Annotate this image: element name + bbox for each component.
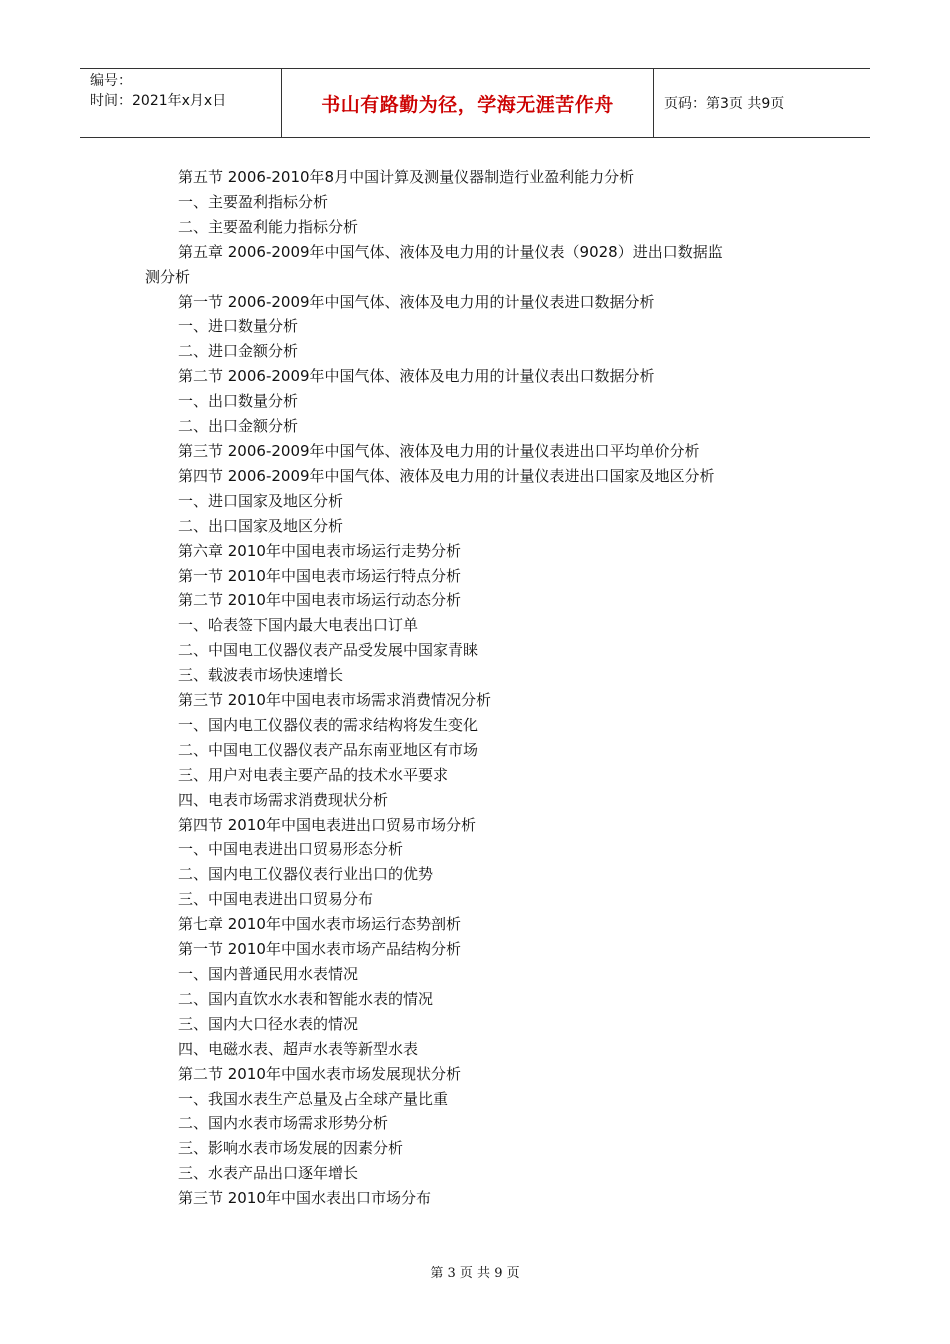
header-meta: [80, 69, 282, 137]
header-motto: 书山有路勤为径，学海无涯苦作舟: [282, 69, 654, 137]
toc-line: 一、主要盈利指标分析: [178, 192, 329, 211]
toc-line: 第三节 2010年中国电表市场需求消费情况分析: [178, 691, 491, 710]
toc-line: 二、出口金额分析: [178, 417, 299, 436]
toc-line: 二、国内水表市场需求形势分析: [178, 1114, 389, 1133]
toc-line: 第三节 2006-2009年中国气体、液体及电力用的计量仪表进出口平均单价分析: [178, 441, 700, 460]
toc-line: 第一节 2010年中国水表市场产品结构分析: [178, 940, 461, 959]
number-label: 编号：: [90, 73, 132, 89]
toc-content: [145, 165, 825, 1211]
time-label: 时间：2021年x月x日: [90, 93, 227, 109]
toc-line: 第七章 2010年中国水表市场运行态势剖析: [178, 915, 461, 934]
toc-line: 第六章 2010年中国电表市场运行走势分析: [178, 541, 461, 560]
toc-line: 四、电磁水表、超声水表等新型水表: [178, 1039, 419, 1058]
toc-line: 第二节 2010年中国水表市场发展现状分析: [178, 1064, 461, 1083]
toc-line: 二、国内直饮水水表和智能水表的情况: [178, 989, 434, 1008]
toc-line: 二、中国电工仪器仪表产品东南亚地区有市场: [178, 740, 479, 759]
toc-line: 一、进口数量分析: [178, 317, 299, 336]
toc-line: 测分析: [145, 267, 191, 286]
header-page-info: 页码：第3页 共9页: [664, 96, 785, 112]
toc-line: 第四节 2006-2009年中国气体、液体及电力用的计量仪表进出口国家及地区分析: [178, 466, 715, 485]
toc-line: 一、出口数量分析: [178, 392, 299, 411]
toc-line: 三、用户对电表主要产品的技术水平要求: [178, 765, 449, 784]
toc-line: 三、水表产品出口逐年增长: [178, 1164, 359, 1183]
toc-line: 四、电表市场需求消费现状分析: [178, 790, 389, 809]
toc-line: 第五节 2006-2010年8月中国计算及测量仪器制造行业盈利能力分析: [178, 168, 635, 186]
toc-line: 二、进口金额分析: [178, 342, 299, 361]
toc-line: 第三节 2010年中国水表出口市场分布: [178, 1189, 431, 1208]
toc-line: 第一节 2006-2009年中国气体、液体及电力用的计量仪表进口数据分析: [178, 292, 655, 311]
toc-line: 三、中国电表进出口贸易分布: [178, 890, 374, 909]
toc-line: 第一节 2010年中国电表市场运行特点分析: [178, 566, 461, 585]
toc-line: 第五章 2006-2009年中国气体、液体及电力用的计量仪表（9028）进出口数据监: [178, 242, 723, 261]
toc-line: 一、国内电工仪器仪表的需求结构将发生变化: [178, 715, 479, 734]
toc-line: 第二节 2006-2009年中国气体、液体及电力用的计量仪表出口数据分析: [178, 367, 655, 386]
toc-line: 第二节 2010年中国电表市场运行动态分析: [178, 591, 461, 610]
toc-line: 一、我国水表生产总量及占全球产量比重: [178, 1089, 449, 1108]
toc-line: 一、国内普通民用水表情况: [178, 965, 359, 983]
toc-line: 第四节 2010年中国电表进出口贸易市场分析: [178, 815, 476, 834]
toc-line: 三、影响水表市场发展的因素分析: [178, 1139, 404, 1158]
toc-line: 一、进口国家及地区分析: [178, 491, 344, 510]
toc-line: 一、中国电表进出口贸易形态分析: [178, 840, 404, 859]
toc-line: 三、国内大口径水表的情况: [178, 1014, 359, 1033]
toc-line: 三、载波表市场快速增长: [178, 666, 344, 685]
toc-line: 二、国内电工仪器仪表行业出口的优势: [178, 865, 434, 884]
toc-line: 二、中国电工仪器仪表产品受发展中国家青睐: [178, 641, 479, 660]
toc-line: 二、出口国家及地区分析: [178, 516, 344, 535]
toc-line: 二、主要盈利能力指标分析: [178, 217, 359, 236]
page-footer: 第 3 页 共 9 页: [430, 1266, 520, 1281]
toc-line: 一、哈表签下国内最大电表出口订单: [178, 616, 419, 635]
page-header: [80, 68, 870, 138]
